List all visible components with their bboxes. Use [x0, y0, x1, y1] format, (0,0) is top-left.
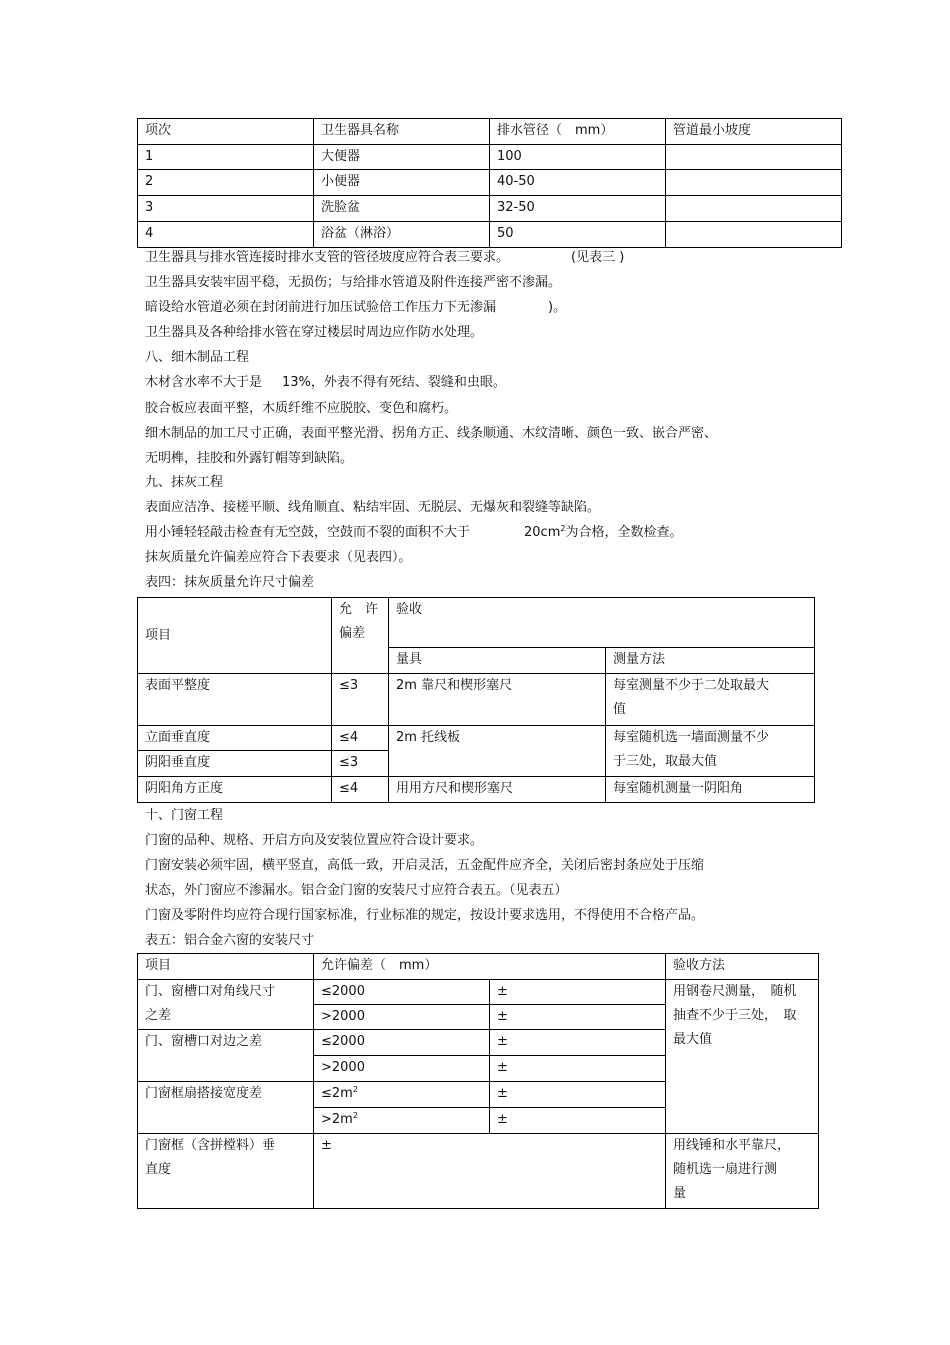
table-cell: 阴阳角方正度 — [138, 777, 332, 803]
table-row — [138, 170, 842, 196]
superscript: 2 — [352, 1111, 358, 1120]
table-cell: ± — [314, 1134, 666, 1209]
text: 门窗框（含拼樘料）垂 — [145, 1138, 276, 1153]
table-cell — [138, 980, 314, 1030]
text: 允 许 — [339, 602, 379, 617]
table-cell: 40-50 — [490, 170, 666, 196]
section-heading: 十、门窗工程 — [145, 808, 224, 823]
table-cell — [606, 726, 815, 777]
header-cell: 测量方法 — [606, 648, 815, 674]
table-cell: >2000 — [314, 1056, 490, 1082]
text: 直度 — [145, 1162, 172, 1177]
paragraph-line: 门窗及零附件均应符合现行国家标准，行业标准的规定，按设计要求选用，不得使用不合格产品。 — [145, 908, 705, 923]
text: 暗设给水管道必须在封闭前进行加压试验倍工作压力下无渗漏 — [145, 300, 497, 315]
table-cell: 4 — [138, 222, 314, 248]
table-cell: 小便器 — [314, 170, 490, 196]
superscript: 2 — [560, 524, 566, 533]
paragraph-line: 门窗安装必须牢固，横平竖直，高低一致，开启灵活，五金配件应齐全，关闭后密封条应处于压缩 — [145, 858, 705, 873]
table-cell — [666, 980, 819, 1134]
table-cell — [314, 1082, 490, 1108]
table-cell: ≤2000 — [314, 1030, 490, 1056]
paragraph-line — [145, 248, 624, 268]
paragraph-line — [145, 373, 506, 393]
text: 为合格，全数检查。 — [565, 525, 683, 540]
text: 偏差 — [339, 626, 366, 641]
table-cell: 大便器 — [314, 145, 490, 170]
table-header-row — [138, 954, 819, 980]
header-cell: 允许偏差（ mm） — [314, 954, 666, 980]
table-cell — [666, 1134, 819, 1209]
header-cell: 验收方法 — [666, 954, 819, 980]
section-heading: 九、抹灰工程 — [145, 475, 224, 490]
header-cell: 管道最小坡度 — [666, 119, 842, 145]
text: >2m — [321, 1112, 353, 1127]
paragraph-line: 卫生器具及各种给排水管在穿过楼层时周边应作防水处理。 — [145, 325, 484, 340]
table-cell: 32-50 — [490, 196, 666, 222]
text: 每室随机选一墙面测量不少 — [613, 730, 770, 745]
text: 值 — [613, 702, 627, 717]
text: 用小锤轻轻敲击检查有无空鼓，空鼓而不裂的面积不大于 — [145, 525, 471, 540]
table-cell: 门窗框扇搭接宽度差 — [138, 1082, 314, 1134]
table-row — [138, 777, 815, 803]
table-cell: >2000 — [314, 1005, 490, 1030]
table-drainage-pipe — [137, 118, 842, 248]
text: )。 — [548, 300, 567, 315]
paragraph-line: 门窗的品种、规格、开启方向及安装位置应符合设计要求。 — [145, 833, 484, 848]
table-cell: 浴盆（淋浴） — [314, 222, 490, 248]
text: 用线锤和水平靠尺， — [673, 1138, 791, 1153]
table-cell: ± — [490, 1005, 666, 1030]
text: 门、窗槽口对角线尺寸 — [145, 984, 276, 999]
header-cell: 项目 — [138, 598, 332, 674]
text: 量 — [673, 1186, 687, 1201]
text: 用钢卷尺测量， 随机 — [673, 984, 797, 999]
paragraph-line — [145, 298, 566, 318]
table-cell: 50 — [490, 222, 666, 248]
header-cell: 项次 — [138, 119, 314, 145]
header-cell: 项目 — [138, 954, 314, 980]
table-cell: 每室随机测量一阴阳角 — [606, 777, 815, 803]
table-cell: 立面垂直度 — [138, 726, 332, 751]
table-cell: ≤4 — [332, 777, 389, 803]
text: 随机选一扇进行测 — [673, 1162, 778, 1177]
text: 20cm — [524, 525, 561, 540]
header-cell: 卫生器具名称 — [314, 119, 490, 145]
table-cell: ± — [490, 980, 666, 1005]
paragraph-line: 无明榫，挂胶和外露钉帽等到缺陷。 — [145, 451, 354, 466]
table-cell — [666, 145, 842, 170]
table-cell: 阴阳垂直度 — [138, 751, 332, 777]
text: 每室测量不少于二处取最大 — [613, 678, 770, 693]
table-cell: 100 — [490, 145, 666, 170]
table-cell: ± — [490, 1056, 666, 1082]
header-cell: 量具 — [389, 648, 606, 674]
table-cell: ≤2000 — [314, 980, 490, 1005]
table-cell: 2 — [138, 170, 314, 196]
paragraph-line: 卫生器具安装牢固平稳，无损伤；与给排水管道及附件连接严密不渗漏。 — [145, 275, 562, 290]
table-row — [138, 1134, 819, 1209]
text: 13%，外表不得有死结、裂缝和虫眼。 — [282, 375, 506, 390]
header-cell: 排水管径（ mm） — [490, 119, 666, 145]
paragraph-line: 表面应洁净、接槎平顺、线角顺直、粘结牢固、无脱层、无爆灰和裂缝等缺陷。 — [145, 500, 601, 515]
section-heading: 八、细木制品工程 — [145, 350, 250, 365]
table-caption: 表五：铝合金六窗的安装尺寸 — [145, 933, 315, 948]
superscript: 2 — [352, 1085, 358, 1094]
table-cell: ± — [490, 1082, 666, 1108]
paragraph-line: 细木制品的加工尺寸正确，表面平整光滑、拐角方正、线条顺通、木纹清晰、颜色一致、嵌合严密、 — [145, 426, 718, 441]
table-cell: 2m 靠尺和楔形塞尺 — [389, 674, 606, 726]
table-cell: ≤4 — [332, 726, 389, 751]
text: ≤2m — [321, 1086, 353, 1101]
text: 木材含水率不大于是 — [145, 375, 263, 390]
table-cell: ± — [490, 1030, 666, 1056]
table-window-install — [137, 953, 819, 1209]
table-cell: ± — [490, 1108, 666, 1134]
table-cell — [666, 222, 842, 248]
table-cell — [606, 674, 815, 726]
text: 最大值 — [673, 1032, 713, 1047]
text: 之差 — [145, 1008, 172, 1023]
table-row — [138, 145, 842, 170]
table-cell: 门、窗槽口对边之差 — [138, 1030, 314, 1082]
table-header-row — [138, 598, 815, 648]
table-cell: 用用方尺和楔形塞尺 — [389, 777, 606, 803]
paragraph-line — [145, 523, 682, 543]
table-cell: 表面平整度 — [138, 674, 332, 726]
table-header-row — [138, 119, 842, 145]
table-cell: 洗脸盆 — [314, 196, 490, 222]
table-row — [138, 222, 842, 248]
table-row — [138, 980, 819, 1005]
table-row — [138, 196, 842, 222]
table-row — [138, 674, 815, 726]
text: 抽查不少于三处， 取 — [673, 1008, 797, 1023]
table-cell: 2m 托线板 — [389, 726, 606, 777]
table-cell — [314, 1108, 490, 1134]
paragraph-line: 状态，外门窗应不渗漏水。铝合金门窗的安装尺寸应符合表五。（见表五） — [145, 883, 568, 898]
header-cell — [332, 598, 389, 674]
table-plaster-tolerance — [137, 597, 815, 803]
text: 卫生器具与排水管连接时排水支管的管径坡度应符合表三要求。 — [145, 250, 510, 265]
text: 于三处，取最大值 — [613, 754, 718, 769]
table-cell — [138, 1134, 314, 1209]
table-cell: 1 — [138, 145, 314, 170]
paragraph-line: 胶合板应表面平整，木质纤维不应脱胶、变色和腐朽。 — [145, 401, 458, 416]
header-cell: 验收 — [389, 598, 815, 648]
table-cell: ≤3 — [332, 674, 389, 726]
table-caption: 表四：抹灰质量允许尺寸偏差 — [145, 575, 315, 590]
table-cell: ≤3 — [332, 751, 389, 777]
text: (见表三 ) — [571, 250, 625, 265]
paragraph-line: 抹灰质量允许偏差应符合下表要求（见表四）。 — [145, 550, 412, 565]
table-cell: 3 — [138, 196, 314, 222]
table-cell — [666, 196, 842, 222]
table-cell — [666, 170, 842, 196]
table-row — [138, 726, 815, 751]
